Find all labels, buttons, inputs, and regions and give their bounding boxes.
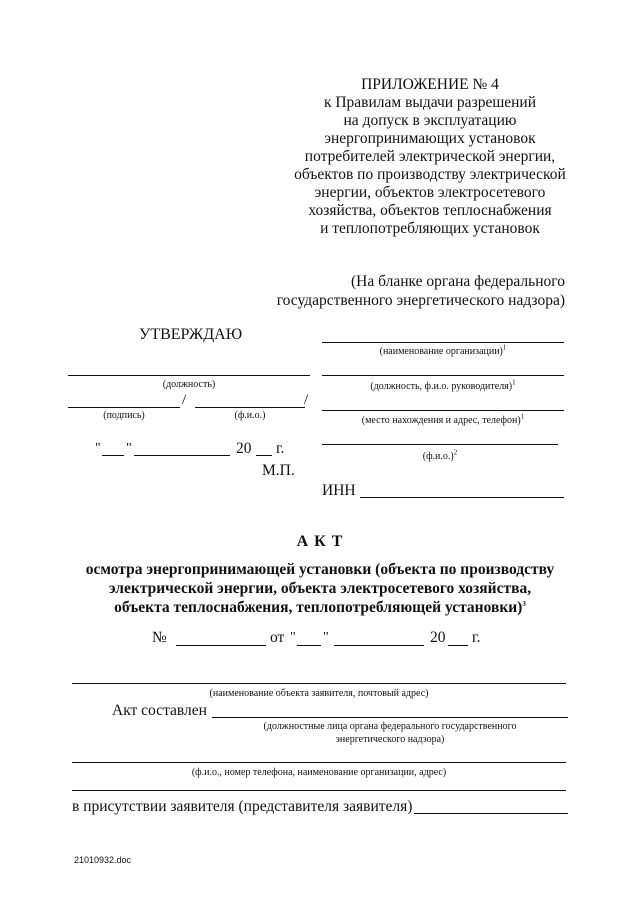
quote-open: " [290, 630, 296, 645]
presence-label: в присутствии заявителя (представителя заявителя) [72, 798, 413, 815]
number-line [176, 645, 266, 646]
head-caption [322, 378, 564, 392]
act-subtitle-line-last [0, 598, 640, 617]
position-line [68, 375, 310, 376]
persons-caption: (ф.и.о., номер телефона, наименование организации, адрес) [191, 767, 447, 778]
org-caption [322, 343, 564, 357]
officials-caption-line: энергетического надзора) [335, 734, 445, 745]
approve-title: УТВЕРЖДАЮ [139, 326, 243, 343]
fio-right-line [322, 444, 558, 445]
footnote-mark: 1 [502, 343, 507, 352]
year-prefix: 20 [236, 440, 252, 457]
compiled-line [212, 717, 568, 718]
blank-note-line: (На бланке органа федерального [350, 273, 565, 290]
position-caption: (должность) [162, 379, 216, 390]
org-line [322, 342, 564, 343]
fio-caption: (ф.и.о.) [234, 410, 266, 421]
appendix-line: объектов по производству электрической [294, 166, 566, 183]
appendix-title: ПРИЛОЖЕНИЕ № 4 [361, 76, 499, 93]
appendix-line: и теплопотребляющих установок [320, 220, 540, 237]
act-year-line [448, 645, 468, 646]
act-subtitle-line: объекта теплоснабжения, теплопотребляющей установки) [114, 599, 523, 616]
org-caption-text: (наименование организации) [379, 346, 503, 357]
year-line [256, 455, 272, 456]
address-caption [322, 412, 564, 426]
slash: / [304, 392, 309, 408]
footnote-mark: 3 [522, 599, 526, 608]
quote-open: " [95, 441, 101, 456]
presence-line [414, 813, 568, 814]
year-suffix: г. [276, 440, 285, 457]
head-caption-text: (должность, ф.и.о. руководителя) [370, 381, 513, 392]
address-line [322, 410, 564, 411]
appendix-line: хозяйства, объектов теплоснабжения [308, 202, 552, 219]
footnote-mark: 1 [512, 378, 516, 387]
signature-caption: (подпись) [103, 410, 145, 421]
number-label: № [152, 629, 167, 646]
blank-note [260, 272, 565, 310]
quote-close: " [323, 630, 329, 645]
fio-right-caption-text: (ф.и.о.) [422, 451, 454, 462]
appendix-block [260, 76, 600, 238]
footnote-mark: 1 [520, 412, 525, 421]
act-title: А К Т [296, 533, 344, 550]
appendix-line: к Правилам выдачи разрешений [323, 94, 537, 111]
signature-line [68, 407, 180, 408]
act-subtitle-line: осмотра энергопринимающей установки (объекта по производству [85, 561, 555, 578]
officials-caption-line: (должностные лица органа федерального государственного [263, 721, 517, 732]
act-year-prefix: 20 [430, 629, 446, 646]
slash: / [182, 392, 187, 408]
act-month-line [334, 645, 424, 646]
blank-note-line: государственного энергетического надзора) [276, 292, 565, 309]
footer-filename: 21010932.doc [74, 855, 132, 865]
inn-label: ИНН [322, 482, 356, 499]
month-line [134, 455, 230, 456]
inn-line [360, 497, 564, 498]
persons-line [72, 762, 566, 763]
blank-line [72, 790, 566, 791]
quote-close: " [126, 441, 132, 456]
from-label: от [270, 629, 285, 646]
object-caption: (наименование объекта заявителя, почтовый адрес) [209, 688, 429, 699]
fio-right-caption [322, 448, 558, 462]
appendix-line: потребителей электрической энергии, [304, 148, 556, 165]
head-line [322, 375, 564, 376]
compiled-label: Акт составлен [112, 702, 207, 719]
footnote-mark: 2 [453, 448, 458, 457]
act-subtitle-line: электрической энергии, объекта электросетевого хозяйства, [108, 580, 532, 597]
object-line [72, 683, 566, 684]
act-subtitle [0, 560, 640, 617]
day-line [102, 455, 124, 456]
act-year-suffix: г. [472, 629, 481, 646]
act-day-line [297, 645, 321, 646]
appendix-line: энергопринимающих установок [324, 130, 536, 147]
appendix-line: энергии, объектов электросетевого [314, 184, 546, 201]
stamp-label: М.П. [262, 462, 295, 479]
appendix-line: на допуск в эксплуатацию [343, 112, 517, 129]
fio-line [195, 407, 305, 408]
officials-caption [212, 720, 568, 746]
address-caption-text: (место нахождения и адрес, телефон) [361, 415, 521, 426]
